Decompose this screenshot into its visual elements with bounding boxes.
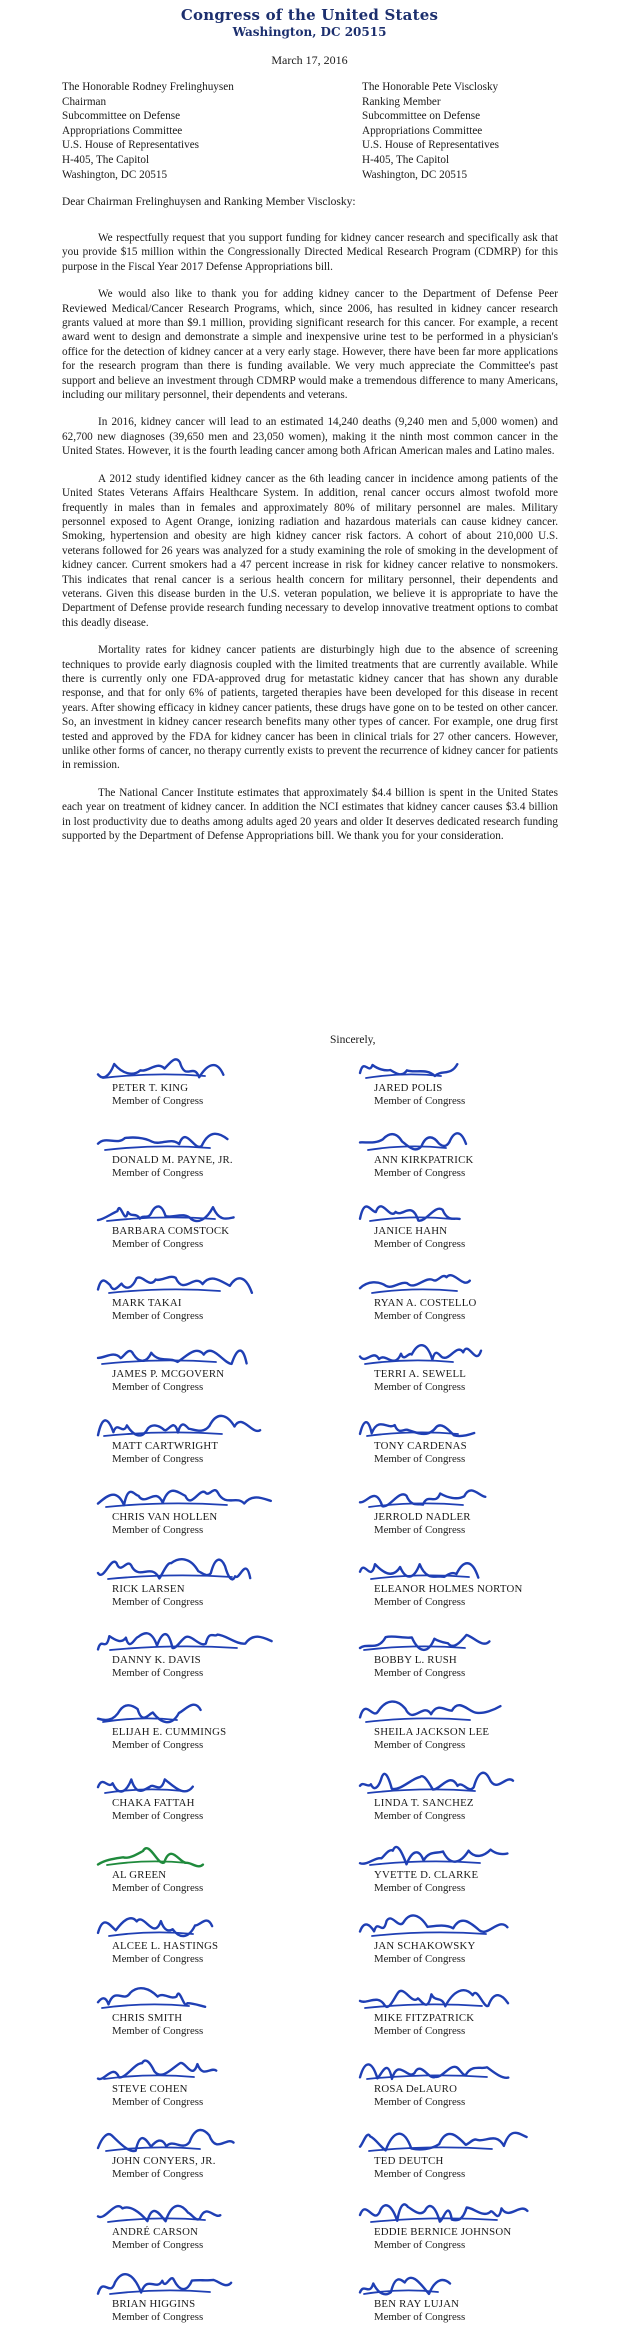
signer-name: ELIJAH E. CUMMINGS	[112, 1725, 227, 1738]
signer-title: Member of Congress	[374, 2024, 466, 2037]
signer-name: ANDRÉ CARSON	[112, 2226, 199, 2238]
signature-entry	[100, 2123, 330, 2193]
signer-name: JARED POLIS	[374, 1082, 443, 1094]
signer-name: TERRI A. SEWELL	[374, 1368, 467, 1380]
body-paragraph: The National Cancer Institute estimates that approximately $4.4 billion is spent in the United States each year on treatment of kidney cancer. In addition the NCI estimates that kidney cancer causes $3.4 billion in lost productivity due to deaths among adults aged 20 years and older It deserves dedicated research funding supported by the Department of Defense Appropriations bill. We thank you for your consideration.	[62, 786, 558, 843]
signer-title: Member of Congress	[374, 1524, 466, 1536]
signer-title: Member of Congress	[112, 2096, 204, 2108]
signer-title: Member of Congress	[374, 2310, 466, 2323]
addressee-line: Subcommittee on Defense	[362, 110, 481, 123]
signer-title: Member of Congress	[374, 1166, 466, 1179]
signer-name: DANNY K. DAVIS	[112, 1654, 201, 1666]
addressee-line: The Honorable Rodney Frelinghuysen	[62, 81, 234, 93]
signature-entry	[362, 1908, 592, 1978]
signer-name: BOBBY L. RUSH	[374, 1654, 457, 1666]
signer-name: JERROLD NADLER	[374, 1511, 471, 1523]
signature-entry	[100, 2194, 330, 2264]
signer-title: Member of Congress	[112, 1738, 204, 1751]
signer-title: Member of Congress	[112, 1881, 204, 1894]
signer-name: TED DEUTCH	[374, 2154, 444, 2167]
signature-entry	[362, 1694, 592, 1764]
signature-entry	[362, 1408, 592, 1478]
signer-name: MARK TAKAI	[112, 1296, 182, 1309]
signature-entry	[100, 2051, 330, 2121]
letterhead-city: Washington, DC 20515	[232, 25, 387, 39]
salutation: Dear Chairman Frelinghuysen and Ranking Member Visclosky:	[62, 196, 356, 208]
signature-entry	[100, 1336, 330, 1406]
signature-entry	[100, 1694, 330, 1764]
signer-name: DONALD M. PAYNE, JR.	[112, 1153, 233, 1166]
signer-name: ROSA DeLAURO	[374, 2083, 458, 2095]
signer-title: Member of Congress	[112, 1595, 204, 1608]
signer-title: Member of Congress	[112, 2024, 204, 2037]
signer-name: BEN RAY LUJAN	[374, 2297, 460, 2310]
signer-title: Member of Congress	[112, 2239, 204, 2251]
signer-name: JAN SCHAKOWSKY	[374, 1940, 476, 1952]
signature-entry	[362, 2123, 592, 2193]
signature-entry	[100, 1980, 330, 2050]
signature-entry	[362, 1336, 592, 1406]
body-paragraph: We would also like to thank you for adding kidney cancer to the Department of Defense Peer Reviewed Medical/Cancer Research Programs, which, since 2006, has resulted in kidney cancer research grants valued at more than $9.1 million, providing significant research for this cancer. For example, a recent award went to design and demonstrate a simple and inexpensive urine test to be performed in a physician's office for the detection of kidney cancer at a very early stage. However, there have been far more applications for the research program than there is funding available. We very much appreciate the Committee's past support and believe an investment through CDMRP would make a tremendous difference to many Americans, including our military personnel, their dependents and veterans.	[62, 288, 558, 402]
signature-entry	[362, 1980, 592, 2050]
letterhead	[0, 0, 619, 68]
signature-entry	[362, 1265, 592, 1335]
addressee-line: Appropriations Committee	[362, 124, 483, 137]
signer-name: RYAN A. COSTELLO	[374, 1296, 477, 1309]
signer-name: ANN KIRKPATRICK	[374, 1153, 474, 1166]
signer-title: Member of Congress	[112, 1095, 204, 1107]
addressee-line: The Honorable Pete Visclosky	[362, 81, 499, 93]
signer-title: Member of Congress	[374, 1595, 466, 1608]
signature-entry	[100, 1765, 330, 1835]
signature-entry	[100, 1122, 330, 1192]
addressee-line: Washington, DC 20515	[362, 168, 468, 181]
signature-entry	[100, 1908, 330, 1978]
signer-name: BARBARA COMSTOCK	[112, 1225, 230, 1237]
signer-name: ELEANOR HOLMES NORTON	[374, 1582, 523, 1595]
signer-title: Member of Congress	[374, 1953, 466, 1965]
signer-title: Member of Congress	[374, 2167, 466, 2180]
signature-entry	[362, 1765, 592, 1835]
signer-name: AL GREEN	[112, 1868, 167, 1881]
signer-title: Member of Congress	[374, 1381, 466, 1393]
signature-entry	[362, 1050, 592, 1120]
signer-title: Member of Congress	[112, 1667, 204, 1679]
addressee-line: U.S. House of Representatives	[362, 139, 500, 152]
signature-entry	[100, 1193, 330, 1263]
signer-title: Member of Congress	[374, 1309, 466, 1322]
signer-name: LINDA T. SANCHEZ	[374, 1797, 474, 1809]
addressee-right	[362, 80, 499, 182]
addressee-line: Subcommittee on Defense	[62, 110, 181, 123]
signature-entry	[362, 1622, 592, 1692]
signer-name: JAMES P. MCGOVERN	[112, 1368, 225, 1380]
signature-entry	[100, 1551, 330, 1621]
addressee-line: Appropriations Committee	[62, 124, 183, 137]
signer-title: Member of Congress	[112, 1166, 204, 1179]
signer-title: Member of Congress	[374, 2239, 466, 2251]
signer-name: YVETTE D. CLARKE	[374, 1868, 479, 1881]
signer-name: JOHN CONYERS, JR.	[112, 2154, 216, 2167]
letter-date: March 17, 2016	[271, 53, 348, 67]
signer-title: Member of Congress	[374, 1667, 466, 1679]
signer-name: SHEILA JACKSON LEE	[374, 1725, 490, 1738]
signer-name: PETER T. KING	[112, 1082, 189, 1094]
addressee-line: H-405, The Capitol	[362, 153, 450, 166]
signature-entry	[362, 1122, 592, 1192]
signer-title: Member of Congress	[374, 1738, 466, 1751]
signer-title: Member of Congress	[112, 1381, 204, 1393]
letterhead-org: Congress of the United States	[180, 6, 439, 24]
letter-body	[62, 231, 558, 856]
signature-entry	[362, 2194, 592, 2264]
signer-name: EDDIE BERNICE JOHNSON	[374, 2226, 512, 2238]
addressee-line: U.S. House of Representatives	[62, 139, 200, 152]
signature-entry	[362, 1479, 592, 1549]
signature-entry	[362, 2266, 592, 2336]
signer-name: MIKE FITZPATRICK	[374, 2011, 475, 2024]
signature-entry	[362, 2051, 592, 2121]
body-paragraph: We respectfully request that you support funding for kidney cancer research and specifically ask that you provide $15 million within the Congressionally Directed Medical Research Program (CDMRP) for this purpose in the Fiscal Year 2017 Defense Appropriations bill.	[62, 232, 558, 273]
signer-title: Member of Congress	[112, 2167, 204, 2180]
signer-name: ALCEE L. HASTINGS	[112, 1940, 219, 1952]
signature-entry	[100, 1622, 330, 1692]
signature-entry	[100, 1265, 330, 1335]
addressee-line: Ranking Member	[362, 95, 441, 108]
body-paragraph: In 2016, kidney cancer will lead to an estimated 14,240 deaths (9,240 men and 5,000 women) and 62,700 new diagnoses (39,650 men and 23,050 women), making it the ninth most common cancer in the United States. However, it is the fourth leading cancer among both African American males and Latino males.	[62, 416, 558, 458]
signature-entry	[100, 1479, 330, 1549]
signature-entry	[362, 1193, 592, 1263]
signer-title: Member of Congress	[374, 1238, 466, 1250]
signature-entry	[100, 2266, 330, 2336]
signature-entry	[100, 1837, 330, 1907]
addressee-line: Washington, DC 20515	[62, 168, 168, 181]
signer-title: Member of Congress	[112, 1309, 204, 1322]
signer-name: TONY CARDENAS	[374, 1439, 467, 1452]
signer-name: MATT CARTWRIGHT	[112, 1439, 219, 1452]
signer-title: Member of Congress	[112, 1452, 204, 1465]
signer-title: Member of Congress	[112, 1238, 204, 1250]
signer-name: STEVE COHEN	[112, 2083, 188, 2095]
signer-title: Member of Congress	[112, 1953, 204, 1965]
signer-name: CHAKA FATTAH	[112, 1797, 195, 1809]
addressee-line: Chairman	[62, 95, 107, 108]
signer-title: Member of Congress	[374, 1095, 466, 1107]
signer-title: Member of Congress	[374, 1881, 466, 1894]
signer-title: Member of Congress	[112, 2310, 204, 2323]
addressee-line: H-405, The Capitol	[62, 153, 150, 166]
signature-entry	[362, 1837, 592, 1907]
signer-name: JANICE HAHN	[374, 1225, 448, 1237]
body-paragraph: Mortality rates for kidney cancer patients are disturbingly high due to the absence of screening techniques to provide early diagnosis coupled with the limited treatments that are currently available. While there is currently only one FDA-approved drug for metastatic kidney cancer that has shown any durable response, and that for only 6% of patients, targeted therapies have been developed for this disease in recent years. After showing efficacy in kidney cancer patients, these drugs have gone on to be tested on other cancer. So, an investment in kidney cancer research benefits many other types of cancer. For example, one drug first tested and approved by the FDA for kidney cancer has been in clinical trials for 27 other cancers. However, unlike other forms of cancer, no therapy currently exists to prevent the recurrence of kidney cancer for patients in remission.	[62, 644, 558, 772]
signature-entry	[100, 1408, 330, 1478]
signature-entry	[100, 1050, 330, 1120]
signature-entry	[362, 1551, 592, 1621]
signer-name: CHRIS VAN HOLLEN	[112, 1511, 218, 1523]
signer-title: Member of Congress	[374, 2096, 466, 2108]
signer-title: Member of Congress	[112, 1524, 204, 1536]
signer-title: Member of Congress	[374, 1452, 466, 1465]
signer-title: Member of Congress	[374, 1810, 466, 1822]
signer-name: RICK LARSEN	[112, 1582, 185, 1595]
signer-title: Member of Congress	[112, 1810, 204, 1822]
closing: Sincerely,	[330, 1034, 376, 1046]
signer-name: BRIAN HIGGINS	[112, 2297, 196, 2310]
addressee-left	[62, 80, 234, 182]
signer-name: CHRIS SMITH	[112, 2011, 183, 2024]
body-paragraph: A 2012 study identified kidney cancer as the 6th leading cancer in incidence among patients of the United States Veterans Affairs Healthcare System. In addition, renal cancer occurs almost twofold more frequently in males than in females and approximately 80% of military personnel are males. Military personnel exposed to Agent Orange, ionizing radiation and hazardous materials can cause kidney cancer. Smoking, hypertension and obesity are high kidney cancer risk factors. A cohort of about 210,000 U.S. veterans followed for 26 years was analyzed for a study examining the role of smoking in the development of kidney cancer. Current smokers had a 47 percent increase in risk for kidney cancer relative to nonsmokers. This indicates that renal cancer is a serious health concern for military personnel, their dependents and veterans. Given this disease burden in the U.S. veteran population, we believe it is appropriate to have the Department of Defense provide research funding necessary to develop innovative treatment options to combat this deadly disease.	[62, 472, 558, 629]
